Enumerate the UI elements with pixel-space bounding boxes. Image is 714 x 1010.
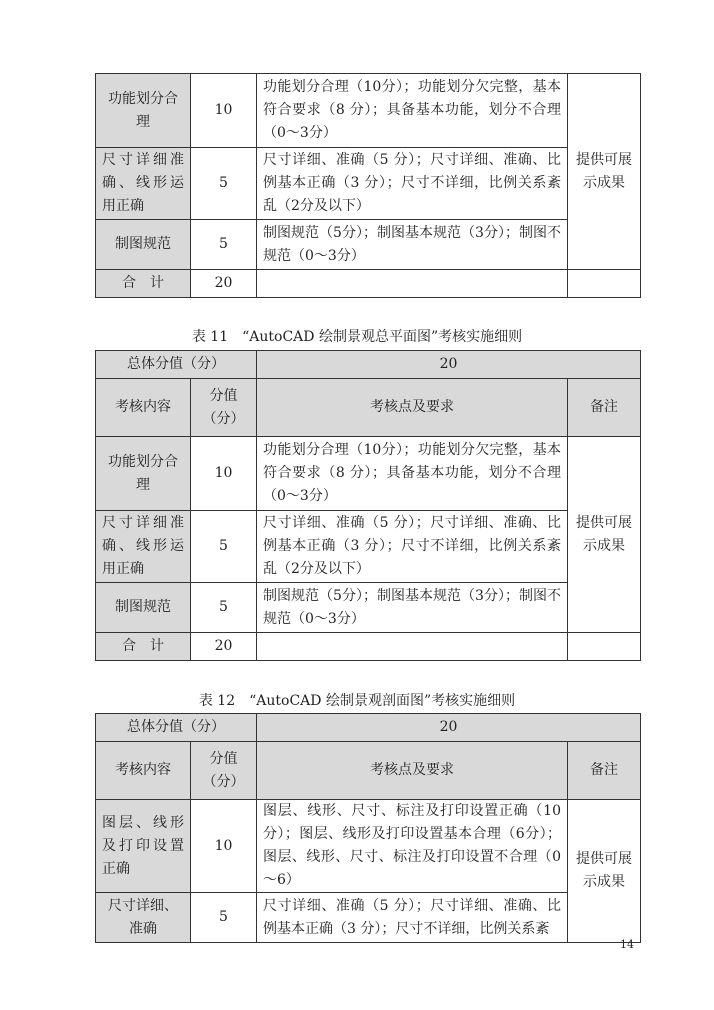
table-row bbox=[96, 148, 641, 220]
score-cell: 10 bbox=[191, 74, 257, 148]
requirement-cell: 制图规范（5分）；制图基本规范（3分）；制图不规范（0～3分） bbox=[257, 583, 568, 633]
total-header: 总体分值（分） bbox=[96, 351, 257, 379]
item-cell: 尺寸详细准确、线形运用正确 bbox=[96, 148, 191, 220]
item-cell: 制图规范 bbox=[96, 220, 191, 270]
requirement-cell: 尺寸详细、准确（5 分）；尺寸详细、准确、比例基本正确（3 分）；尺寸不详细，比例关系紊乱（2分及以下） bbox=[257, 511, 568, 583]
total-header: 总体分值（分） bbox=[96, 714, 257, 742]
col-item-header: 考核内容 bbox=[96, 742, 191, 800]
requirement-cell: 功能划分合理（10分）；功能划分欠完整，基本符合要求（8 分）；具备基本功能，划分不合理（0～3分） bbox=[257, 74, 568, 148]
total-row bbox=[96, 270, 641, 298]
requirement-cell: 图层、线形、尺寸、标注及打印设置正确（10分）；图层、线形及打印设置基本合理（6分）；图层、线形、尺寸、标注及打印设置不合理（0～6） bbox=[257, 800, 568, 893]
score-cell: 10 bbox=[191, 437, 257, 511]
item-cell: 尺寸详细、准确 bbox=[96, 893, 191, 943]
score-cell: 10 bbox=[191, 800, 257, 893]
table-row bbox=[96, 74, 641, 148]
table12-caption: 表 12 “AutoCAD 绘制景观剖面图”考核实施细则 bbox=[198, 693, 516, 709]
col-req-header: 考核点及要求 bbox=[257, 379, 568, 437]
score-cell: 5 bbox=[191, 148, 257, 220]
note-cell: 提供可展示成果 bbox=[568, 437, 641, 633]
requirement-cell: 尺寸详细、准确（5 分）；尺寸详细、准确、比例基本正确（3 分）；尺寸不详细，比例关系紊 bbox=[257, 893, 568, 943]
note-cell: 提供可展示成果 bbox=[568, 74, 641, 270]
note-cell: 提供可展示成果 bbox=[568, 800, 641, 943]
item-cell: 图层、线形及打印设置正确 bbox=[96, 800, 191, 893]
total-points: 20 bbox=[257, 351, 641, 379]
score-cell: 5 bbox=[191, 511, 257, 583]
table-top-continued bbox=[95, 73, 641, 298]
total-label: 合 计 bbox=[96, 633, 191, 661]
table-row bbox=[96, 583, 641, 633]
requirement-cell: 尺寸详细、准确（5 分）；尺寸详细、准确、比例基本正确（3 分）；尺寸不详细，比例关系紊乱（2分及以下） bbox=[257, 148, 568, 220]
empty-cell bbox=[257, 633, 568, 661]
total-label: 合 计 bbox=[96, 270, 191, 298]
table-row bbox=[96, 511, 641, 583]
score-cell: 5 bbox=[191, 220, 257, 270]
table11 bbox=[95, 350, 641, 661]
table-row bbox=[96, 220, 641, 270]
table-row bbox=[96, 893, 641, 943]
empty-cell bbox=[568, 270, 641, 298]
col-score-header: 分值（分） bbox=[191, 742, 257, 800]
header-row-total bbox=[96, 714, 641, 742]
total-value: 20 bbox=[191, 633, 257, 661]
score-cell: 5 bbox=[191, 583, 257, 633]
total-points: 20 bbox=[257, 714, 641, 742]
header-row-total bbox=[96, 351, 641, 379]
item-cell: 尺寸详细准确、线形运用正确 bbox=[96, 511, 191, 583]
col-note-header: 备注 bbox=[568, 742, 641, 800]
page-number: 14 bbox=[620, 938, 634, 951]
table12 bbox=[95, 713, 641, 943]
header-row-columns bbox=[96, 742, 641, 800]
table11-caption: 表 11 “AutoCAD 绘制景观总平面图”考核实施细则 bbox=[191, 329, 523, 345]
total-row bbox=[96, 633, 641, 661]
item-cell: 功能划分合理 bbox=[96, 437, 191, 511]
item-cell: 功能划分合理 bbox=[96, 74, 191, 148]
col-note-header: 备注 bbox=[568, 379, 641, 437]
table-row bbox=[96, 437, 641, 511]
requirement-cell: 制图规范（5分）；制图基本规范（3分）；制图不规范（0～3分） bbox=[257, 220, 568, 270]
item-cell: 制图规范 bbox=[96, 583, 191, 633]
empty-cell bbox=[568, 633, 641, 661]
requirement-cell: 功能划分合理（10分）；功能划分欠完整，基本符合要求（8 分）；具备基本功能，划分不合理（0～3分） bbox=[257, 437, 568, 511]
table-row bbox=[96, 800, 641, 893]
empty-cell bbox=[257, 270, 568, 298]
col-req-header: 考核点及要求 bbox=[257, 742, 568, 800]
score-cell: 5 bbox=[191, 893, 257, 943]
col-item-header: 考核内容 bbox=[96, 379, 191, 437]
header-row-columns bbox=[96, 379, 641, 437]
col-score-header: 分值（分） bbox=[191, 379, 257, 437]
total-value: 20 bbox=[191, 270, 257, 298]
